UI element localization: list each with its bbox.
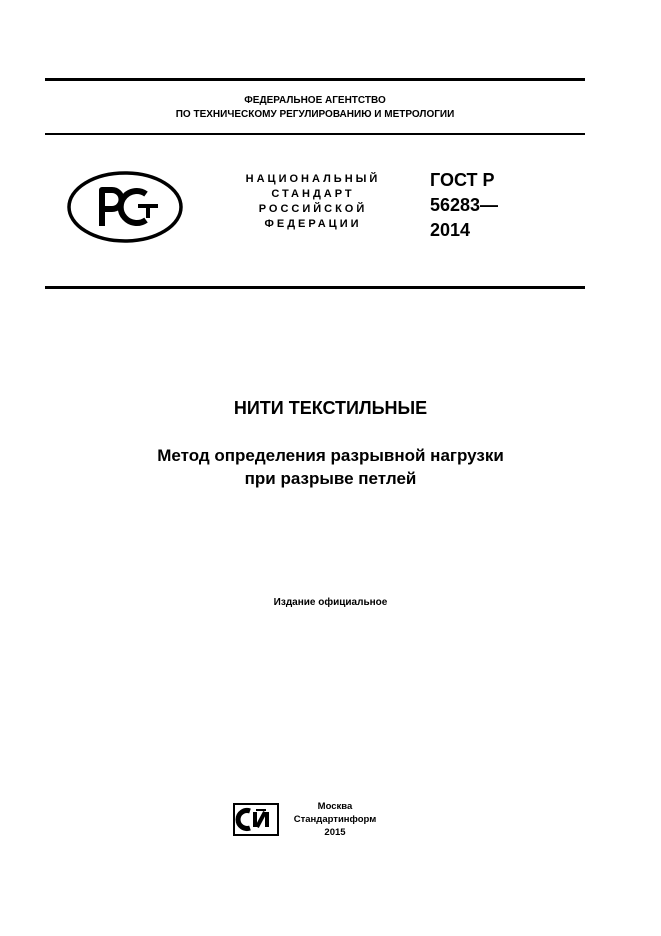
top-rule: [45, 78, 585, 81]
document-title: НИТИ ТЕКСТИЛЬНЫЕ: [233, 398, 428, 418]
rst-certification-mark-icon: [66, 170, 184, 244]
publisher-city: Москва: [317, 801, 353, 812]
national-line-4: ФЕДЕРАЦИИ: [264, 218, 362, 230]
gost-line-3: 2014: [430, 220, 471, 240]
publisher-year: 2015: [324, 827, 346, 838]
gost-designation: [430, 168, 498, 243]
gost-line-1: ГОСТ Р: [430, 170, 495, 190]
standartinform-logo-icon: [233, 803, 279, 836]
agency-line-2: ПО ТЕХНИЧЕСКОМУ РЕГУЛИРОВАНИЮ И МЕТРОЛОГИИ: [175, 109, 455, 120]
gost-line-2: 56283—: [430, 195, 499, 215]
subtitle-line-1: Метод определения разрывной нагрузки: [157, 446, 504, 465]
document-subtitle: [0, 444, 661, 490]
publisher-imprint: [287, 800, 383, 839]
national-standard-label: [230, 172, 396, 232]
header-rule: [45, 133, 585, 135]
bottom-rule: [45, 286, 585, 289]
agency-line-1: ФЕДЕРАЛЬНОЕ АГЕНТСТВО: [244, 95, 386, 106]
edition-label: Издание официальное: [273, 597, 388, 608]
national-line-3: РОССИЙСКОЙ: [258, 203, 368, 215]
national-line-1: НАЦИОНАЛЬНЫЙ: [245, 173, 381, 185]
agency-header: [45, 94, 585, 122]
subtitle-line-2: при разрыве петлей: [244, 469, 417, 488]
publisher-name: Стандартинформ: [293, 814, 377, 825]
national-line-2: СТАНДАРТ: [271, 188, 355, 200]
